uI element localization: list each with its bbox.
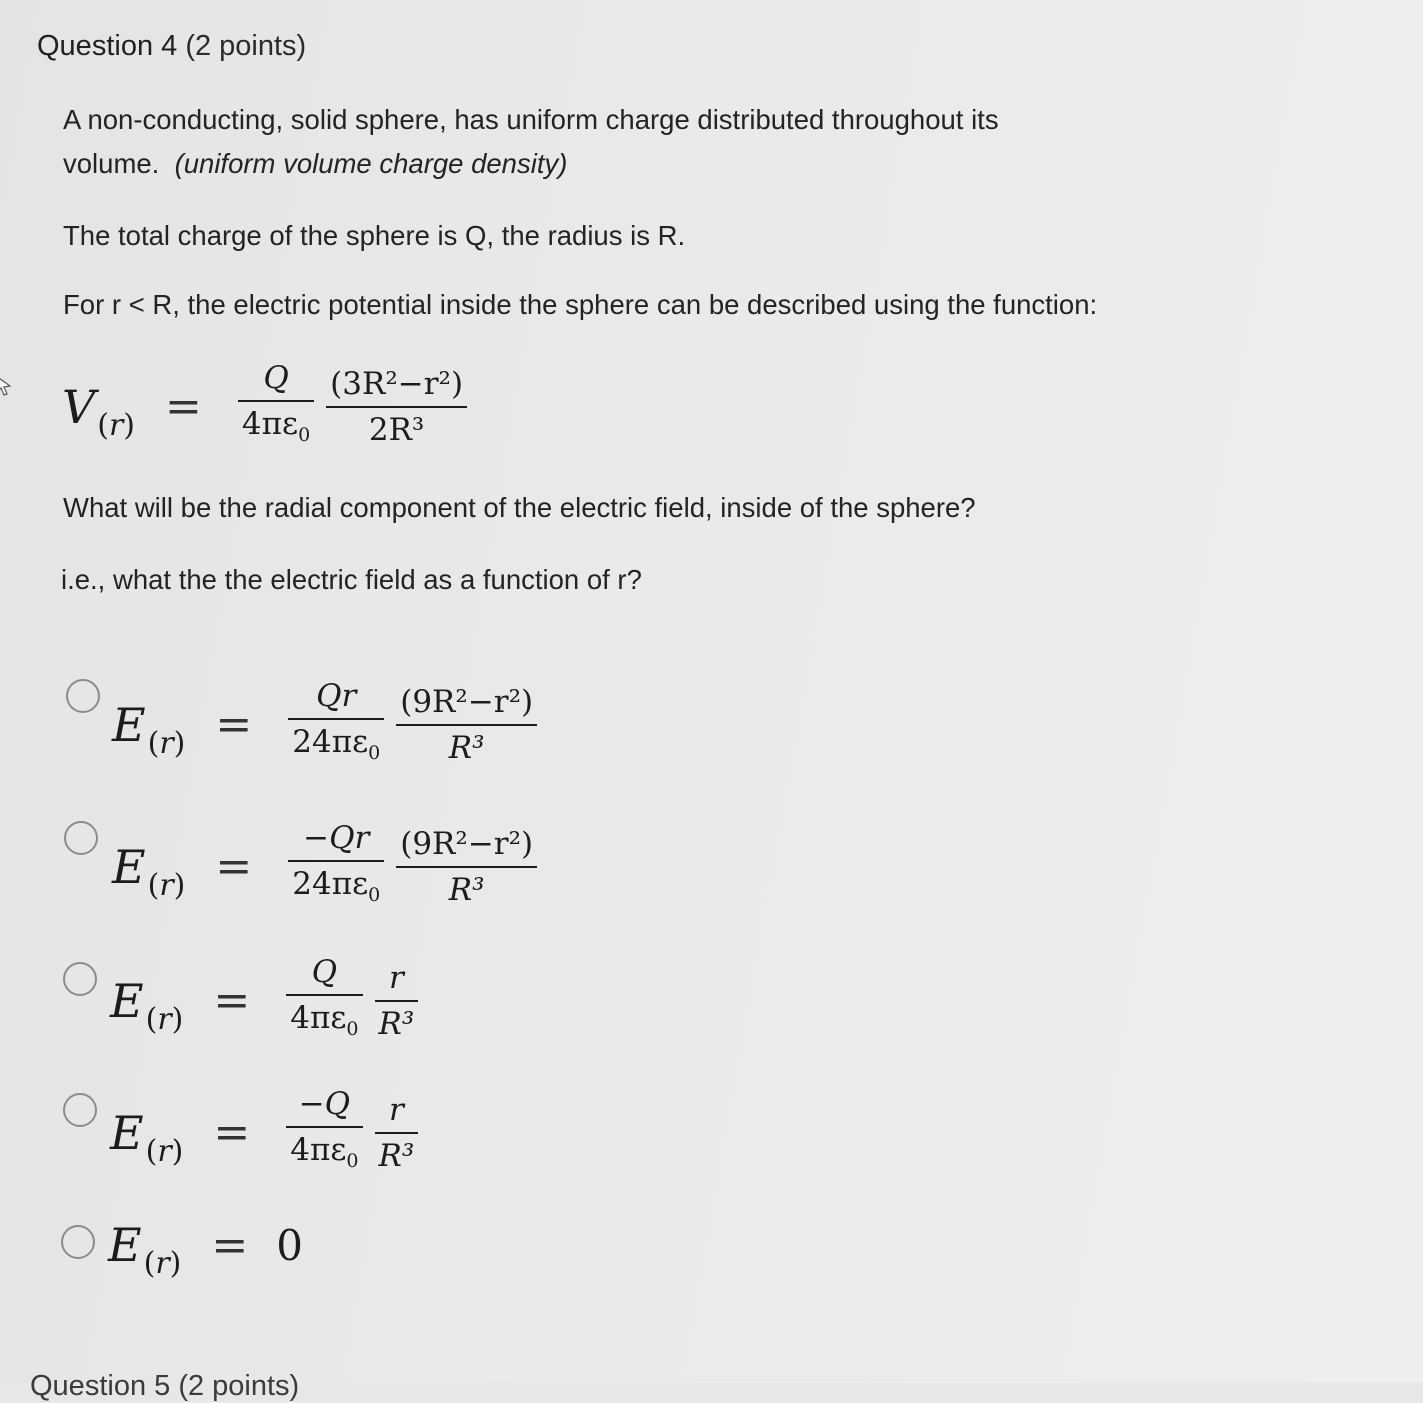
option-2-radio[interactable]	[64, 821, 98, 855]
prompt-text-2: i.e., what the the electric field as a function of r?	[61, 564, 642, 595]
option-1-formula[interactable]: E (r) = $\frac{Qr}{24\pi\varepsilon_0}$ $\frac{\text{(9R²−r²)}}{\text{R³}}$	[112, 676, 549, 773]
option-1-radio[interactable]	[66, 679, 100, 713]
given-text: The total charge of the sphere is Q, the radius is R.	[63, 220, 686, 251]
option-3-radio[interactable]	[63, 962, 97, 996]
option-2-formula[interactable]: E (r) = $\frac{-Qr}{24\pi\varepsilon_0}$ $\frac{\text{(9R²−r²)}}{\text{R³}}$	[112, 818, 549, 915]
intro-line-1: A non-conducting, solid sphere, has uniform charge distributed throughout its	[63, 104, 999, 135]
option-5-radio[interactable]	[61, 1225, 95, 1259]
intro-italic-note: (uniform volume charge density)	[174, 148, 568, 179]
question-title	[37, 30, 306, 63]
next-question-title: Question 5 (2 points)	[30, 1370, 300, 1402]
option-3-formula[interactable]: E (r) = $\frac{Q}{4\pi\varepsilon_0}$ $\frac{r}{\text{R³}}$	[110, 952, 430, 1049]
question-number: Question 4	[37, 30, 178, 62]
condition-text: For r < R, the electric potential inside the sphere can be described using the function:	[63, 289, 1098, 320]
mouse-cursor-icon	[0, 374, 14, 398]
prompt-text: What will be the radial component of the electric field, inside of the sphere?	[63, 492, 976, 523]
question-points: (2 points)	[185, 30, 307, 62]
option-5-value: 0	[276, 1220, 303, 1270]
question-intro	[63, 98, 999, 186]
option-5-formula[interactable]: E (r) = 0	[108, 1218, 303, 1281]
option-4-formula[interactable]: E (r) = $\frac{-Q}{4\pi\varepsilon_0}$ $\frac{r}{\text{R³}}$	[110, 1084, 430, 1181]
potential-formula: V (r) = $\frac{Q}{4\pi\varepsilon_0}$ $\frac{\text{(3R²−r²)}}{\text{2R³}}$	[62, 358, 479, 455]
intro-line-2: volume. (uniform volume charge density)	[63, 148, 568, 179]
option-4-radio[interactable]	[63, 1093, 97, 1127]
